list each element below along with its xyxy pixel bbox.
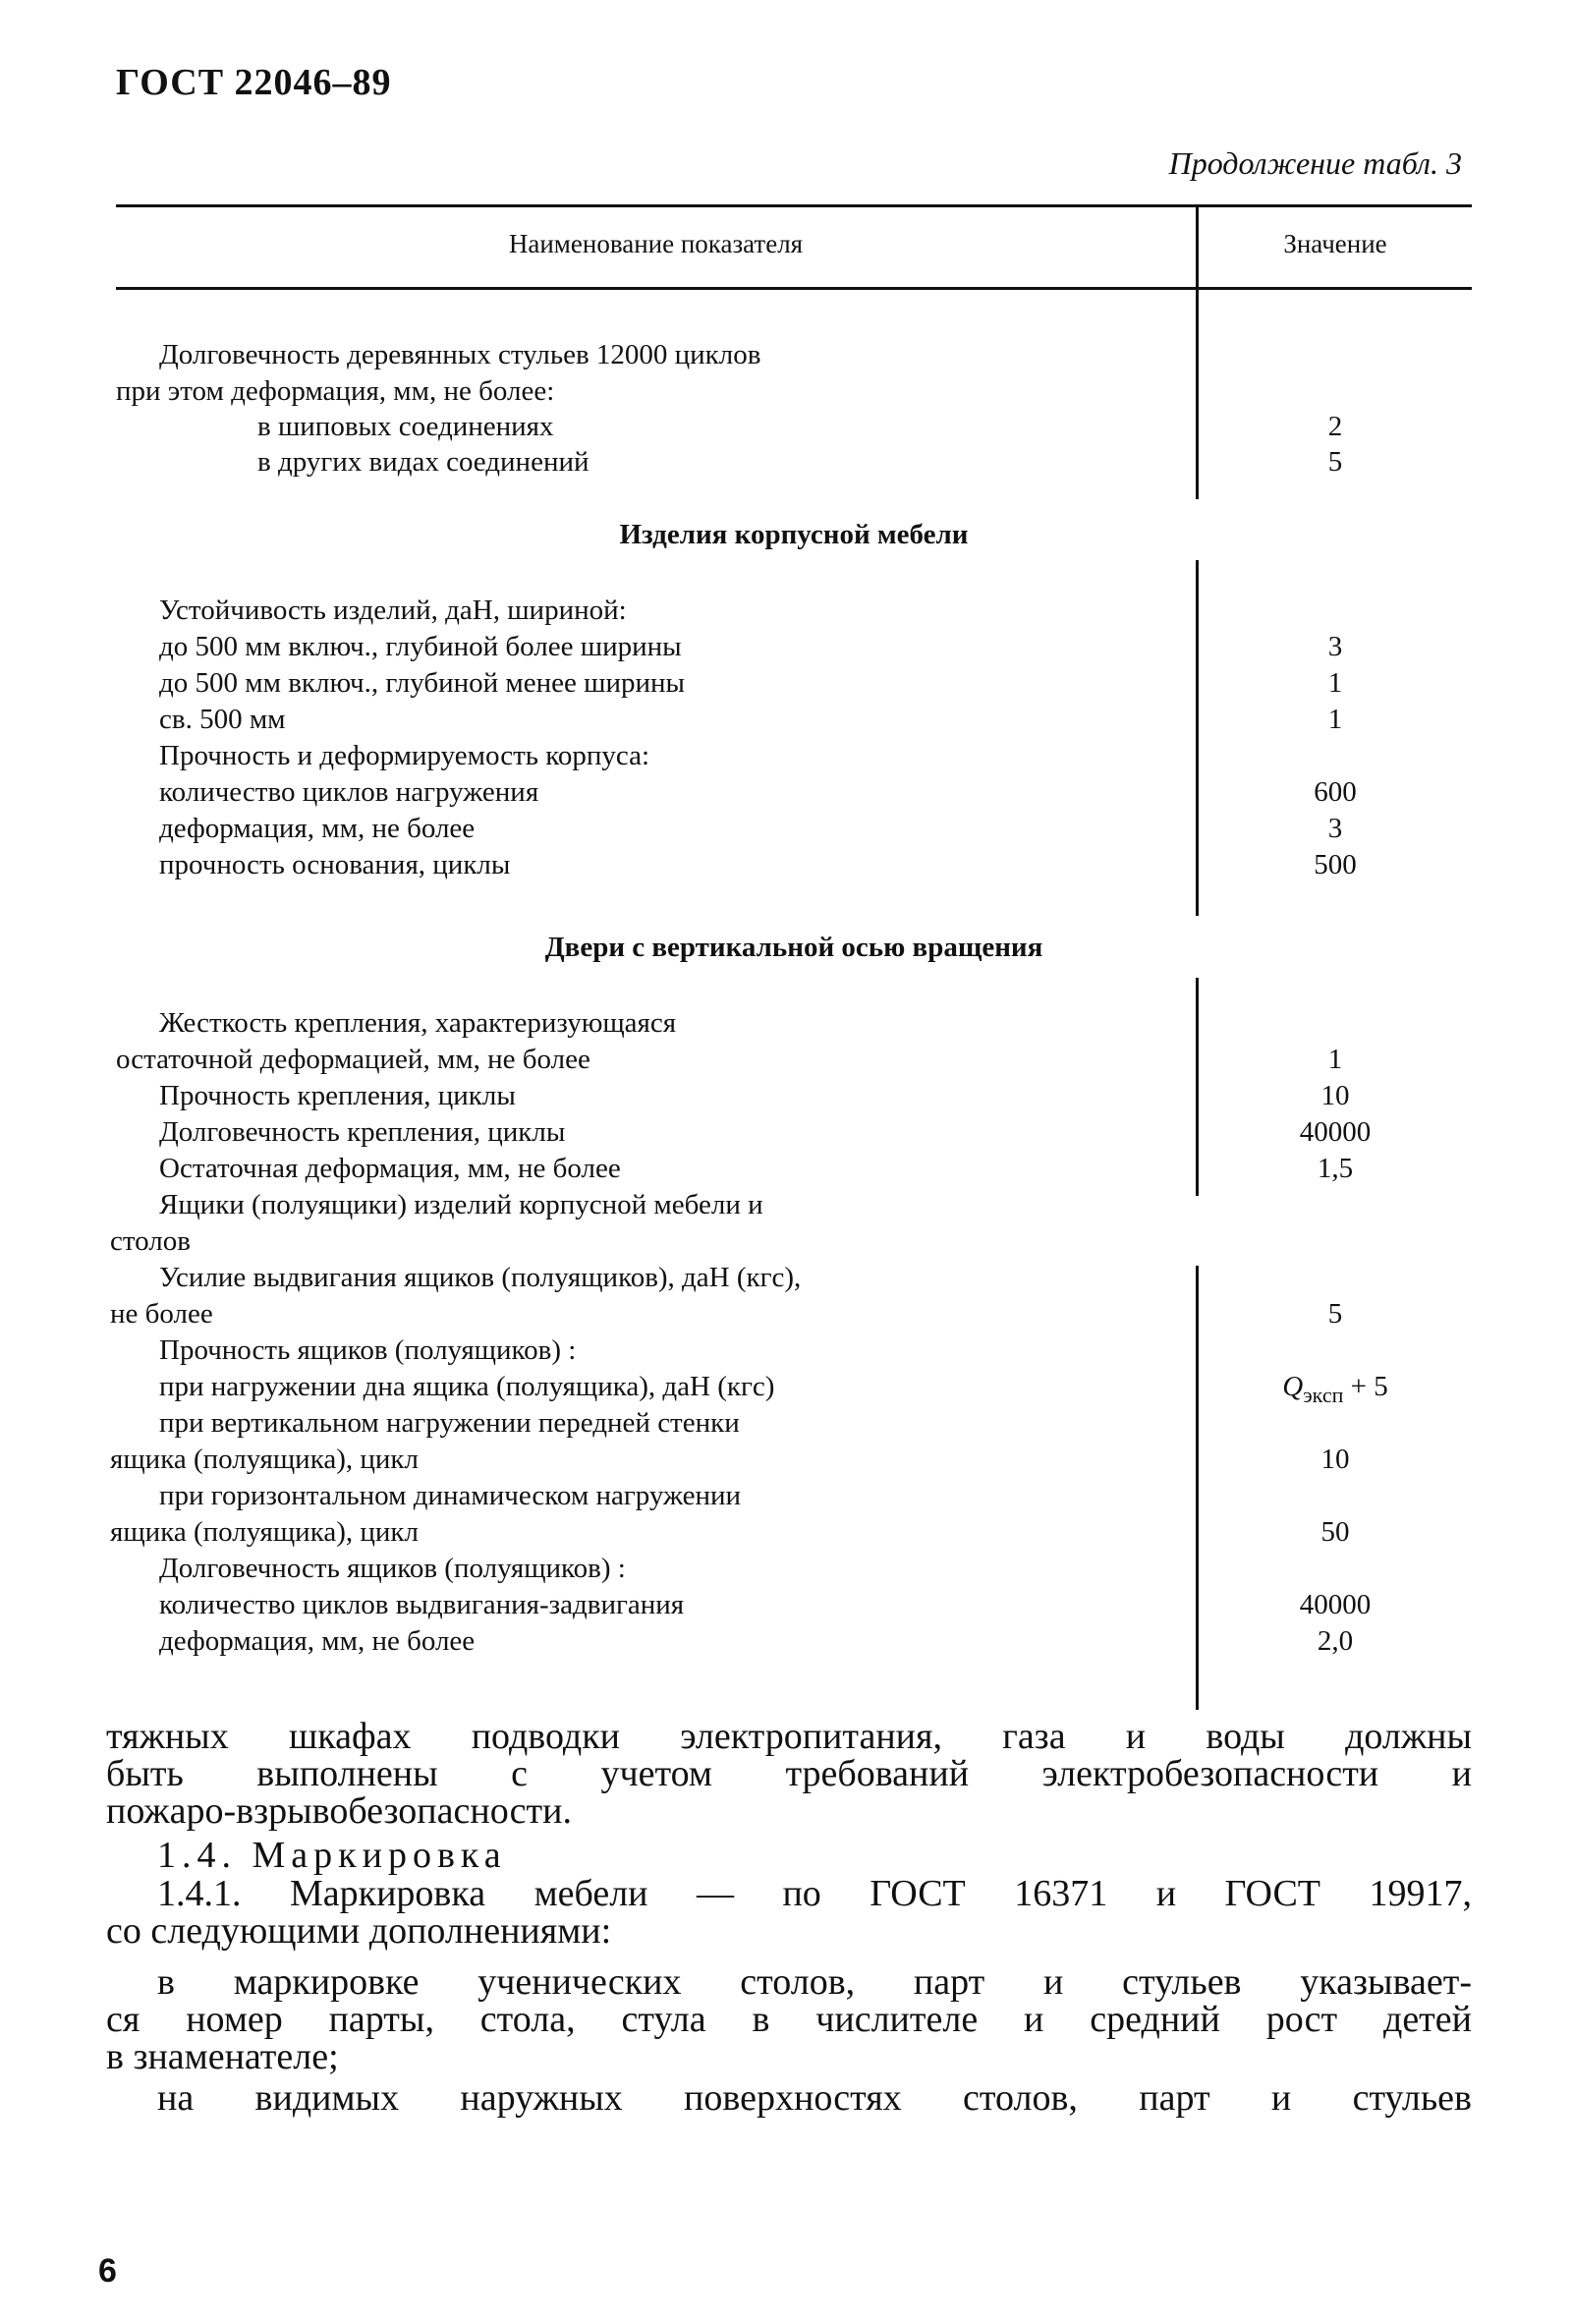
table-row [0,1334,1572,1372]
row-label: Долговечность деревянных стульев 12000 циклов [159,339,761,370]
row-label: при этом деформация, мм, не более: [116,375,555,407]
row-value: 1 [1327,667,1343,699]
row-label: Жесткость крепления, характеризующаяся [159,1007,677,1039]
row-value: 10 [1320,1444,1350,1475]
text-line: пожаро-взрывобезопасности. [106,1790,572,1832]
row-label: в других видах соединений [257,446,590,478]
formula-symbol: Q [1282,1371,1304,1402]
table-row [0,1444,1572,1481]
row-value: 5 [1327,1298,1343,1330]
table-row [0,1080,1572,1117]
row-label: количество циклов нагружения [159,776,539,808]
row-label: прочность основания, циклы [159,849,511,880]
row-label: количество циклов выдвигания-задвигания [159,1589,685,1620]
table-row [0,776,1572,814]
row-label: при вертикальном нагружении передней стенки [159,1407,740,1439]
row-value: 600 [1314,776,1357,808]
row-label: Прочность крепления, циклы [159,1080,516,1111]
table-row [0,1116,1572,1154]
row-label: Прочность и деформируемость корпуса: [159,740,650,771]
row-label: при горизонтальном динамическом нагружении [159,1480,742,1511]
row-label: ящика (полуящика), цикл [110,1516,419,1548]
table-row [0,1371,1572,1408]
table-row [0,1189,1572,1226]
row-label: Долговечность ящиков (полуящиков) : [159,1553,626,1584]
table-row [0,339,1572,376]
text-line: в маркировке ученических столов, парт и стульев указывает- [157,1961,1472,2003]
table-row [0,849,1572,886]
row-value: 40000 [1299,1589,1372,1620]
row-label: деформация, мм, не более [159,813,476,844]
row-label: Остаточная деформация, мм, не более [159,1153,621,1184]
formula-value [1199,1371,1472,1408]
table-row [0,631,1572,668]
row-label: до 500 мм включ., глубиной более ширины [159,631,682,662]
row-value: 3 [1327,813,1343,844]
row-value: 3 [1327,631,1343,662]
table-row [0,1225,1572,1263]
table-row [0,704,1572,741]
row-label: до 500 мм включ., глубиной менее ширины [159,667,686,699]
row-label: столов [110,1225,191,1257]
row-label: Прочность ящиков (полуящиков) : [159,1334,577,1366]
row-value: 5 [1327,446,1343,478]
table-continuation-label: Продолжение табл. 3 [1168,145,1462,181]
text-line: ся номер парты, стола, стула в числителе и средний рост детей [106,1999,1472,2040]
document-header: ГОСТ 22046–89 [116,62,392,103]
table-row [0,1407,1572,1445]
row-label: Ящики (полуящики) изделий корпусной мебели и [159,1189,763,1220]
section-heading-marking: 1.4. Маркировка [157,1835,507,1876]
section-title-case-furniture: Изделия корпусной мебели [619,519,969,550]
row-value: 50 [1320,1516,1350,1548]
row-label: в шиповых соединениях [257,411,554,442]
table-header-rule [116,287,1472,290]
column-header-value: Значение [1283,229,1387,258]
table-row [0,1153,1572,1190]
table-row [0,1007,1572,1045]
section-title-doors: Двери с вертикальной осью вращения [544,932,1043,963]
table-row [0,1044,1572,1081]
row-label: остаточной деформацией, мм, не более [116,1044,590,1075]
table-row [0,740,1572,777]
row-label: св. 500 мм [159,704,286,735]
table-row [0,1480,1572,1517]
row-value: 1 [1327,1044,1343,1075]
text-line: со следующими дополнениями: [106,1910,612,1952]
column-header-name: Наименование показателя [508,229,804,258]
row-label: Устойчивость изделий, даН, шириной: [159,595,627,626]
row-label: Долговечность крепления, циклы [159,1116,566,1148]
table-row [0,411,1572,448]
row-value: 500 [1314,849,1357,880]
formula-rest: + 5 [1343,1371,1388,1402]
table-row [0,667,1572,705]
text-line: на видимых наружных поверхностях столов, парт и стульев [157,2077,1472,2119]
table-row [0,1625,1572,1663]
paragraph-marking-standard [106,1875,1472,1950]
row-value: 10 [1320,1080,1350,1111]
paragraph-visible-surfaces [106,2079,1472,2117]
table-row [0,1298,1572,1335]
table-row [0,1589,1572,1626]
table-row [0,1262,1572,1299]
table-row [0,375,1572,413]
row-value: 1,5 [1317,1153,1354,1184]
row-label: ящика (полуящика), цикл [110,1444,419,1475]
table-row [0,1516,1572,1554]
text-line: в знаменателе; [106,2036,339,2077]
table-row [0,446,1572,483]
row-label: деформация, мм, не более [159,1625,476,1657]
formula-subscript: эксп [1303,1382,1344,1407]
text-line: быть выполнены с учетом требований электробезопасности и [106,1753,1472,1794]
row-label: не более [110,1298,213,1330]
page-number: 6 [98,2252,117,2290]
table-row [0,813,1572,850]
paragraph-student-furniture [106,1963,1472,2075]
row-value: 2,0 [1317,1625,1354,1657]
row-label: Усилие выдвигания ящиков (полуящиков), даН (кгс), [159,1262,802,1293]
row-label: при нагружении дна ящика (полуящика), даН (кгс) [159,1371,775,1402]
table-row [0,595,1572,632]
row-value: 1 [1327,704,1343,735]
table-top-rule [116,204,1472,207]
paragraph-safety [106,1718,1472,1830]
row-value: 2 [1327,411,1343,442]
row-value: 40000 [1299,1116,1372,1148]
text-line: тяжных шкафах подводки электропитания, газа и воды должны [106,1716,1472,1757]
table-row [0,1553,1572,1590]
text-line: 1.4.1. Маркировка мебели — по ГОСТ 16371 и ГОСТ 19917, [157,1873,1472,1914]
